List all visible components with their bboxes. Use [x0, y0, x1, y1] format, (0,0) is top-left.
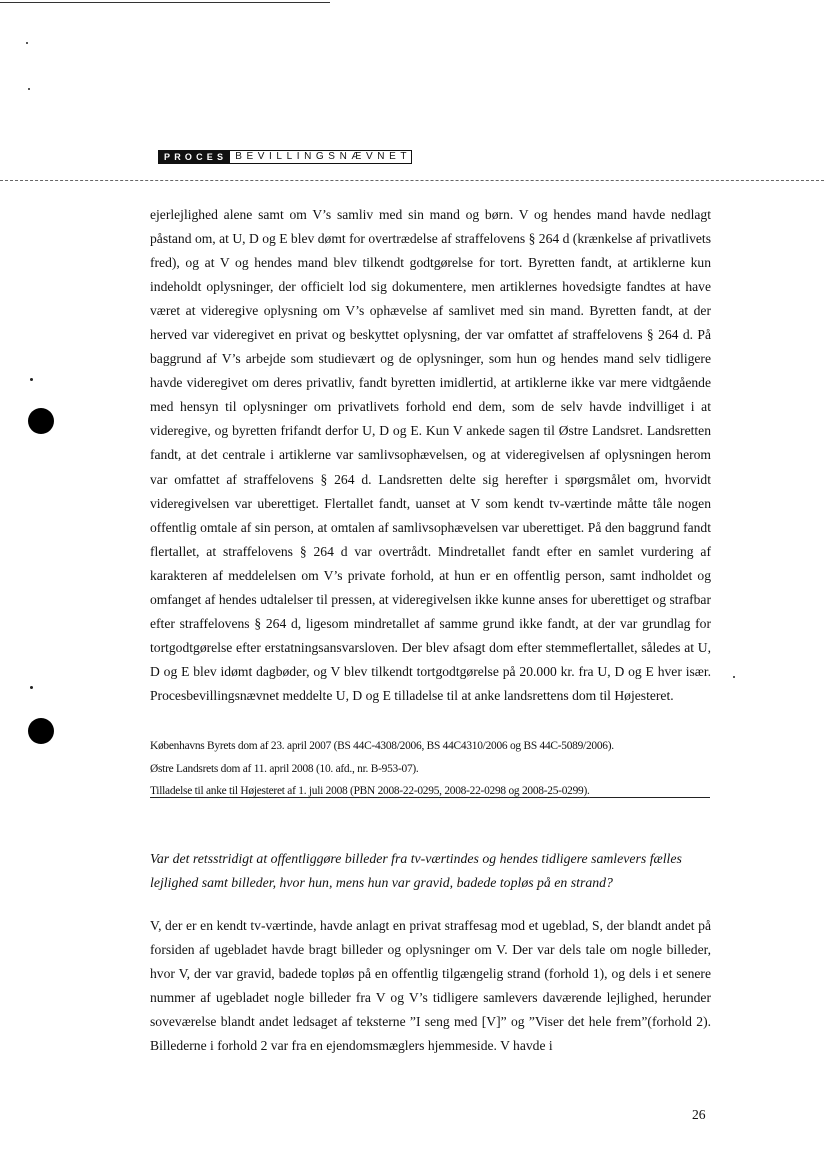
body-paragraph-2: V, der er en kendt tv-værtinde, havde anlagt en privat straffesag mod et ugeblad, S, der blandt andet på forsiden af ugebladet havde bragt billeder og oplysninger om V. Der var dels tale om nogle billeder, hvor V, der var gravid, badede topløs på en offentlig tilgængelig strand (forhold 1), og dels i et senere nummer af ugebladet nogle billeder fra V og V’s tidligere samlevers daværende lejlighed, herunder soveværelse blandt andet ledsaget af teksterne ”I seng med [V]” og ”Viser det hele frem”(forhold 2). Billederne i forhold 2 var fra en ejendomsmæglers hjemmeside. V havde i: [150, 918, 711, 1054]
page-number: 26: [692, 1107, 706, 1122]
body-paragraph-1: ejerlejlighed alene samt om V’s samliv med sin mand og børn. V og hendes mand havde nedlagt påstand om, at U, D og E blev dømt for overtrædelse af straffelovens § 264 d (krænkelse af privatlivets fred), og at V og hendes mand blev tilkendt godtgørelse for tort. Byretten fandt, at artiklerne kun indeholdt oplysninger, der officielt lod sig dokumentere, men artiklernes hovedsigte fandtes at have været at videregive oplysning om V’s ophævelse af samlivet med sin mand. Byretten fandt, at der herved var videregivet en privat og beskyttet oplysning, der var omfattet af straffelovens § 264 d. På baggrund af V’s arbejde som studievært og de oplysninger, som hun og hendes mand selv tidligere havde videregivet om deres privatliv, fandt byretten imidlertid, at artiklerne ikke var mere vidtgående med hensyn til oplysninger om privatlivets forhold end dem, som de selv havde indvilliget i at videregive, og byretten frifandt derfor U, D og E. Kun V ankede sagen til Østre Landsret. Landsretten fandt, at det centrale i artiklerne var samlivsophævelsen, og at videregivelsen af oplysningen herom var omfattet af straffelovens § 264 d. Landsretten delte sig herefter i spørgsmålet om, hvorvidt videregivelsen var uberettiget. Flertallet fandt, uanset at V som kendt tv-værtinde måtte tåle nogen offentlig omtale af sin person, at omtalen af samlivsophævelsen var uberettiget. På den baggrund fandt flertallet, at straffelovens § 264 d var overtrådt. Mindretallet fandt efter en samlet vurdering af karakteren af meddelelsen om V’s private forhold, at hun er en offentlig person, samt indholdet og omfanget af hendes udtalelser til pressen, at videregivelsen ikke kunne anses for uberettiget og strafbar efter straffelovens § 264 d, ligesom mindretallet af samme grund ikke fandt, at der var grundlag for tortgodtgørelse efter erstatningsansvarsloven. Der blev afsagt dom efter stemmeflertallet, således at U, D og E blev idømt dagbøder, og V blev tilkendt tortgodtgørelse på 20.000 kr. fra U, D og E hver især. Procesbevillingsnævnet meddelte U, D og E tilladelse til at anke landsrettens dom til Højesteret.: [150, 207, 711, 703]
header-divider: [0, 180, 824, 181]
logo-right-block: BEVILLINGSNÆVNET: [229, 150, 412, 164]
case-question: Var det retsstridigt at offentliggøre billeder fra tv-værtindes og hendes tidligere samlevers fælles lejlighed samt billeder, hvor hun, mens hun var gravid, badede topløs på en strand?: [150, 851, 682, 890]
scan-speck: [26, 42, 28, 44]
references-rule: [150, 797, 710, 798]
top-edge-line: [0, 2, 330, 3]
case-references: [150, 735, 710, 803]
reference-line: Københavns Byrets dom af 23. april 2007 (BS 44C-4308/2006, BS 44C4310/2006 og BS 44C-5089/2006).: [150, 740, 614, 752]
scan-speck: [733, 676, 735, 678]
document-header-logo: [158, 150, 412, 164]
reference-line: Østre Landsrets dom af 11. april 2008 (10. afd., nr. B-953-07).: [150, 762, 419, 775]
reference-line: Tilladelse til anke til Højesteret af 1. juli 2008 (PBN 2008-22-0295, 2008-22-0298 og 2008-25-0299).: [150, 785, 590, 797]
scan-speck: [30, 686, 33, 689]
punch-hole-icon: [28, 408, 54, 434]
scan-speck: [28, 88, 30, 90]
scan-speck: [30, 378, 33, 381]
logo-left-block: PROCES: [158, 150, 229, 164]
punch-hole-icon: [28, 718, 54, 744]
